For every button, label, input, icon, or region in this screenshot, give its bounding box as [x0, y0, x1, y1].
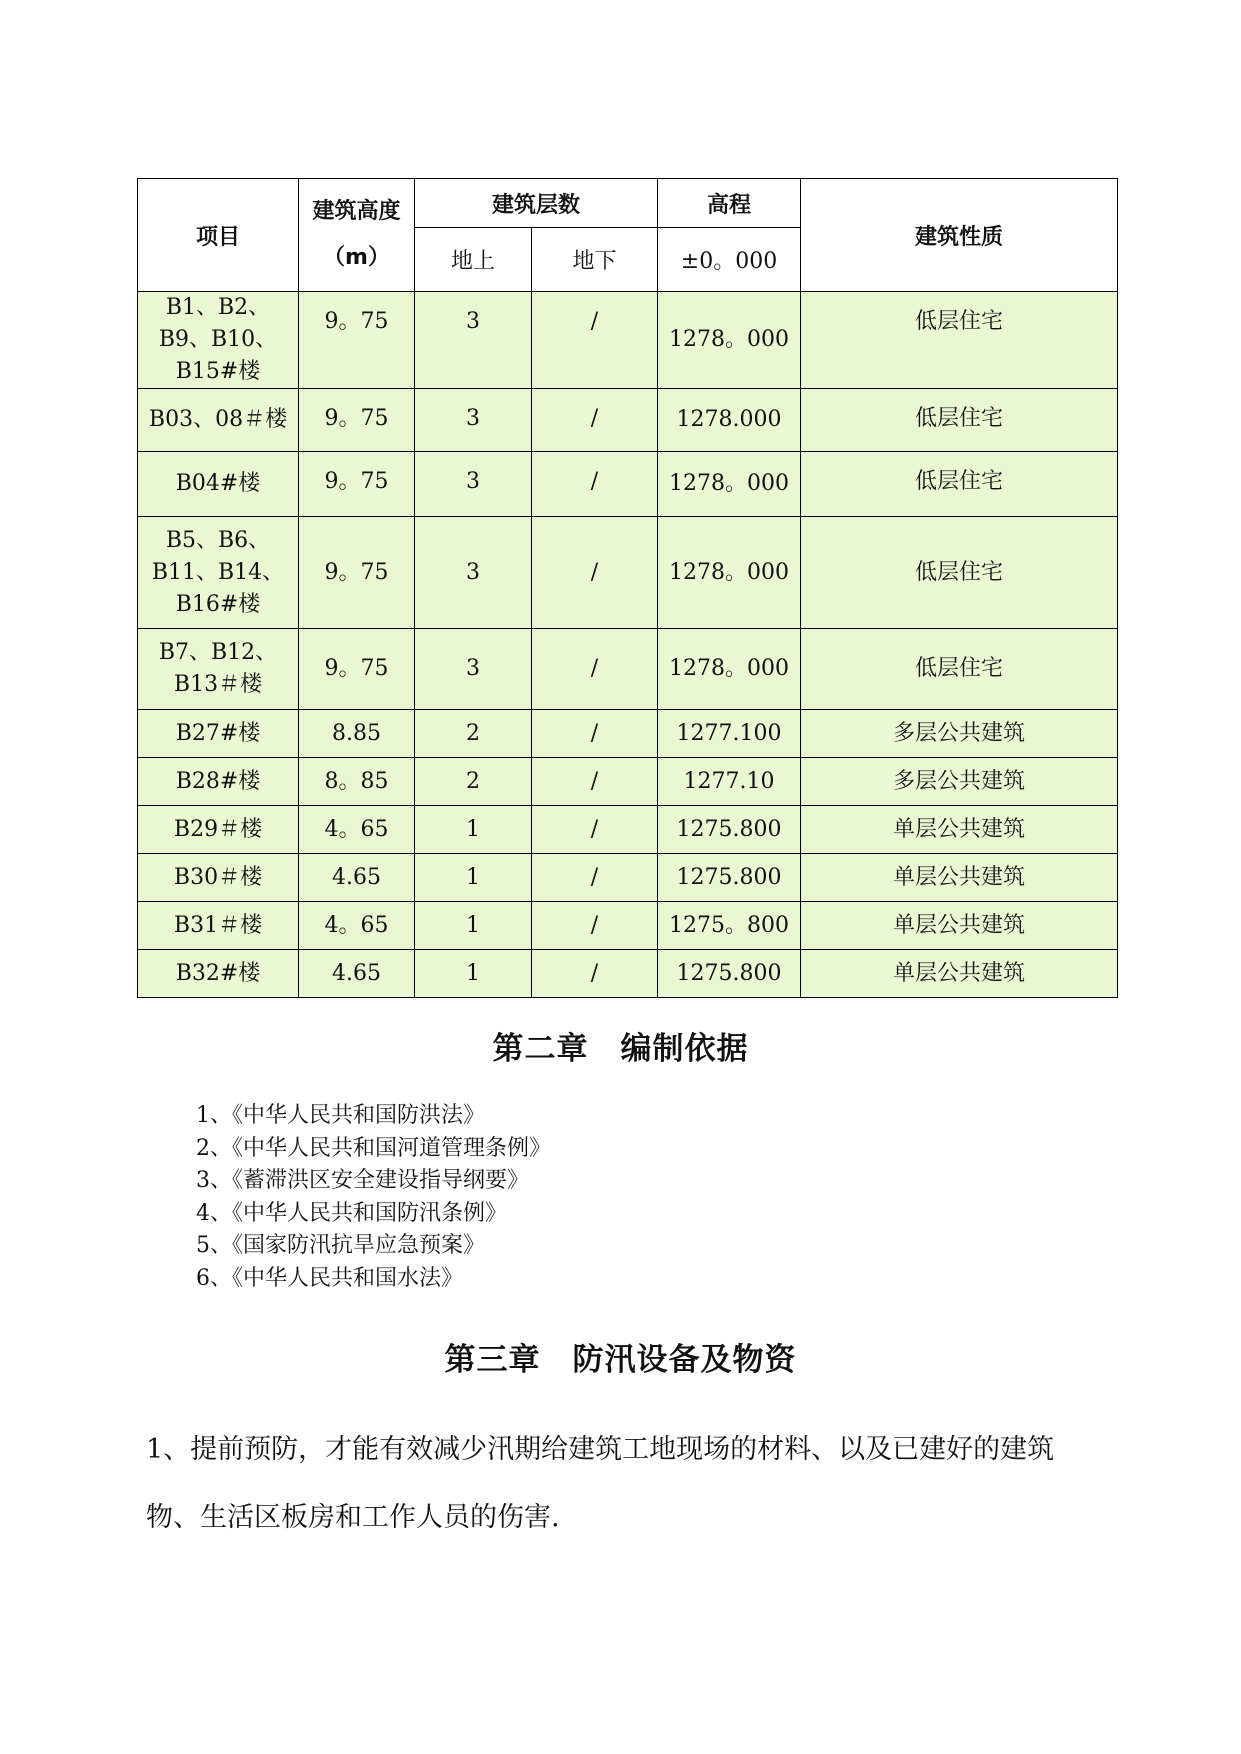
cell-below: / — [532, 389, 658, 452]
cell-below: / — [532, 292, 658, 389]
cell-below: / — [532, 950, 658, 998]
cell-below: / — [532, 758, 658, 806]
table-row — [138, 452, 1118, 517]
cell-height: 9。75 — [299, 452, 415, 517]
table-row — [138, 389, 1118, 452]
cell-item: B32#楼 — [138, 950, 299, 998]
cell-below: / — [532, 854, 658, 902]
table-row — [138, 629, 1118, 710]
table-row — [138, 902, 1118, 950]
cell-elevation: 1275.800 — [658, 806, 801, 854]
header-height: 建筑高度（m） — [299, 179, 415, 292]
cell-nature: 低层住宅 — [801, 292, 1118, 389]
cell-elevation: 1278。000 — [658, 629, 801, 710]
cell-elevation: 1278。000 — [658, 517, 801, 629]
building-table — [137, 178, 1118, 998]
cell-above: 3 — [415, 292, 532, 389]
cell-nature: 低层住宅 — [801, 517, 1118, 629]
cell-nature: 单层公共建筑 — [801, 902, 1118, 950]
chapter3-title: 第三章 防汛设备及物资 — [444, 1342, 797, 1378]
cell-below: / — [532, 629, 658, 710]
list-item: 2、《中华人民共和国河道管理条例》 — [196, 1135, 551, 1161]
cell-height: 9。75 — [299, 629, 415, 710]
list-item: 1、《中华人民共和国防洪法》 — [196, 1103, 485, 1128]
header-floors-below: 地下 — [532, 228, 658, 292]
cell-below: / — [532, 710, 658, 758]
cell-height: 4。65 — [299, 902, 415, 950]
cell-height: 9。75 — [299, 292, 415, 389]
cell-item: B7、B12、B13＃楼 — [138, 629, 299, 710]
chapter3-paragraph: 1、提前预防，才能有效减少汛期给建筑工地现场的材料、以及已建好的建筑物、生活区板房和工作人员的伤害. — [146, 1434, 1055, 1533]
cell-item: B1、B2、B9、B10、B15#楼 — [138, 292, 299, 389]
cell-above: 1 — [415, 854, 532, 902]
cell-height: 4.65 — [299, 854, 415, 902]
cell-item: B03、08＃楼 — [138, 389, 299, 452]
cell-nature: 低层住宅 — [801, 629, 1118, 710]
cell-above: 1 — [415, 950, 532, 998]
cell-item: B29＃楼 — [138, 806, 299, 854]
cell-nature: 多层公共建筑 — [801, 710, 1118, 758]
cell-item: B30＃楼 — [138, 854, 299, 902]
cell-nature: 多层公共建筑 — [801, 758, 1118, 806]
cell-height: 8.85 — [299, 710, 415, 758]
cell-above: 2 — [415, 710, 532, 758]
cell-item: B28#楼 — [138, 758, 299, 806]
cell-above: 3 — [415, 452, 532, 517]
cell-elevation: 1277.100 — [658, 710, 801, 758]
cell-below: / — [532, 902, 658, 950]
header-elevation-sub: ±0。000 — [658, 228, 801, 292]
cell-elevation: 1275.800 — [658, 854, 801, 902]
cell-item: B31＃楼 — [138, 902, 299, 950]
cell-height: 9。75 — [299, 389, 415, 452]
cell-above: 3 — [415, 629, 532, 710]
cell-height: 9。75 — [299, 517, 415, 629]
cell-above: 1 — [415, 806, 532, 854]
chapter2-title: 第二章 编制依据 — [492, 1031, 749, 1067]
cell-nature: 单层公共建筑 — [801, 950, 1118, 998]
table-row — [138, 517, 1118, 629]
cell-item: B5、B6、B11、B14、B16#楼 — [138, 517, 299, 629]
cell-height: 4.65 — [299, 950, 415, 998]
header-item: 项目 — [138, 179, 299, 292]
cell-below: / — [532, 452, 658, 517]
cell-height: 4。65 — [299, 806, 415, 854]
cell-item: B04#楼 — [138, 452, 299, 517]
header-elevation: 高程 — [658, 179, 801, 228]
list-item: 4、《中华人民共和国防汛条例》 — [196, 1200, 507, 1226]
cell-nature: 低层住宅 — [801, 452, 1118, 517]
cell-item: B27#楼 — [138, 710, 299, 758]
cell-elevation: 1275.800 — [658, 950, 801, 998]
reference-list — [196, 1100, 551, 1295]
table-row — [138, 806, 1118, 854]
cell-nature: 单层公共建筑 — [801, 854, 1118, 902]
cell-below: / — [532, 517, 658, 629]
cell-elevation: 1278。000 — [658, 452, 801, 517]
table-row — [138, 758, 1118, 806]
list-item: 6、《中华人民共和国水法》 — [196, 1265, 463, 1291]
table-row — [138, 710, 1118, 758]
cell-elevation: 1278。000 — [658, 292, 801, 389]
table-row — [138, 854, 1118, 902]
cell-elevation: 1278.000 — [658, 389, 801, 452]
cell-above: 3 — [415, 517, 532, 629]
list-item: 3、《蓄滞洪区安全建设指导纲要》 — [196, 1168, 529, 1193]
cell-above: 2 — [415, 758, 532, 806]
cell-above: 3 — [415, 389, 532, 452]
header-floors-above: 地上 — [415, 228, 532, 292]
table-row — [138, 292, 1118, 389]
cell-nature: 单层公共建筑 — [801, 806, 1118, 854]
cell-height: 8。85 — [299, 758, 415, 806]
list-item: 5、《国家防汛抗旱应急预案》 — [196, 1233, 485, 1258]
header-floors: 建筑层数 — [415, 179, 658, 228]
header-nature: 建筑性质 — [801, 179, 1118, 292]
cell-nature: 低层住宅 — [801, 389, 1118, 452]
table-row — [138, 950, 1118, 998]
cell-elevation: 1277.10 — [658, 758, 801, 806]
cell-above: 1 — [415, 902, 532, 950]
cell-below: / — [532, 806, 658, 854]
cell-elevation: 1275。800 — [658, 902, 801, 950]
